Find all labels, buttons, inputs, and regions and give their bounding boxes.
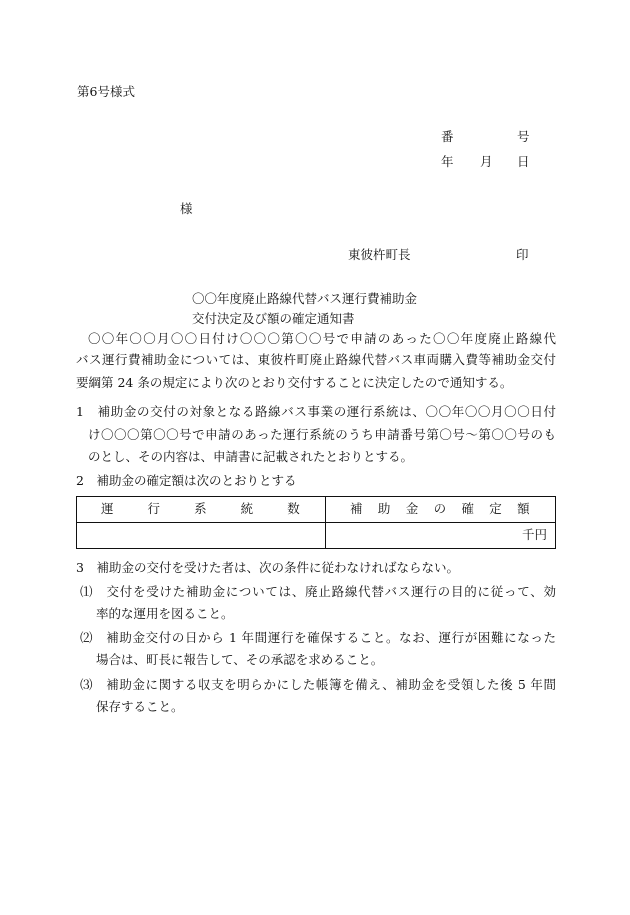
date-day-label: 日 (517, 154, 530, 169)
date-year-label: 年 (441, 154, 454, 169)
item3-line: 3 補助金の交付を受けた者は、次の条件に従わなければならない。 (76, 560, 459, 575)
header-char: 確 (461, 501, 476, 517)
condition3-line-2: 保存すること。 (96, 699, 184, 714)
condition2-line-1: ⑵ 補助金交付の日から 1 年間運行を確保すること。なお、運行が困難になった (80, 630, 556, 645)
intro-line-3: 要綱第 24 条の規定により次のとおり交付することに決定したので通知する。 (76, 375, 513, 390)
header-char: の (433, 501, 448, 517)
addressee-suffix: 様 (180, 201, 193, 216)
document-title-line-1: 〇〇年度廃止路線代替バス運行費補助金 (192, 291, 418, 306)
header-char: 補 (350, 501, 364, 517)
fund-table (76, 496, 556, 549)
condition3-line-1: ⑶ 補助金に関する収支を明らかにした帳簿を備え、補助金を受領した後 5 年間 (80, 677, 556, 692)
condition2-line-2: 場合は、町長に報告して、その承認を求めること。 (96, 652, 384, 667)
document-number-label: 番 (441, 129, 454, 144)
header-route-count (77, 497, 326, 523)
issuer-name: 東彼杵町長 (348, 247, 411, 262)
header-char: 統 (240, 501, 255, 517)
seal-mark: 印 (516, 247, 529, 262)
header-char: 運 (101, 501, 115, 517)
header-char: 系 (194, 501, 208, 517)
item2-line: 2 補助金の確定額は次のとおりとする (76, 473, 297, 488)
condition1-line-1: ⑴ 交付を受けた補助金については、廃止路線代替バス運行の目的に従って、効 (80, 584, 556, 599)
date-month-label: 月 (480, 154, 493, 169)
form-number: 第6号様式 (77, 84, 135, 99)
header-char: 行 (147, 501, 162, 517)
item1-line-2: け〇〇〇第〇〇号で申請のあった運行系統のうち申請番号第〇号～第〇〇号のも (88, 427, 556, 442)
document-title-line-2: 交付決定及び額の確定通知書 (192, 311, 355, 326)
intro-line-2: バス運行費補助金については、東彼杵町廃止路線代替バス車両購入費等補助金交付 (76, 352, 556, 367)
route-count-cell (77, 523, 326, 549)
header-char: 金 (405, 501, 420, 517)
document-number-suffix: 号 (517, 129, 530, 144)
intro-line-1: 〇〇年〇〇月〇〇日付け〇〇〇第〇〇号で申請のあった〇〇年度廃止路線代 (88, 331, 556, 346)
table-row (77, 523, 556, 549)
header-char: 数 (287, 501, 301, 517)
condition1-line-2: 率的な運用を図ること。 (96, 606, 234, 621)
table-header-row (77, 497, 556, 523)
header-char: 額 (517, 501, 531, 517)
header-char: 定 (489, 501, 504, 517)
fixed-amount-cell: 千円 (326, 523, 556, 549)
item1-line-3: のとし、その内容は、申請書に記載されたとおりとする。 (88, 449, 414, 464)
header-char: 助 (377, 501, 392, 517)
item1-line-1: 1 補助金の交付の対象となる路線バス事業の運行系統は、〇〇年〇〇月〇〇日付 (76, 404, 556, 419)
header-fixed-amount (326, 497, 556, 523)
